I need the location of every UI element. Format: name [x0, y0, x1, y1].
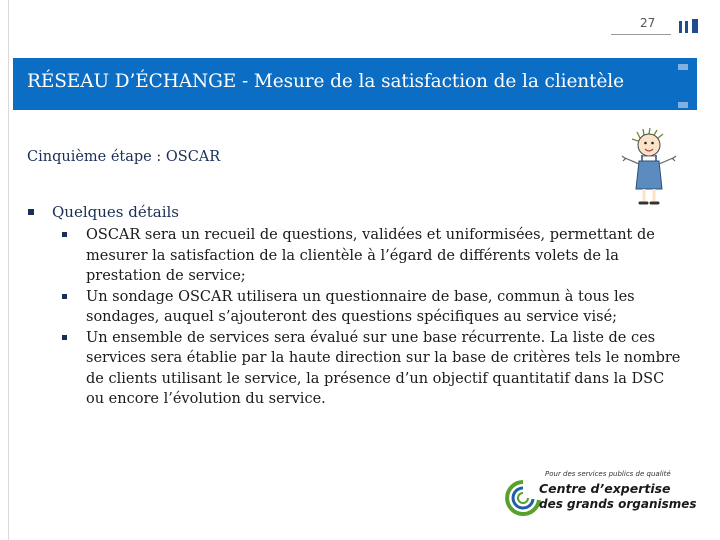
slide-title: RÉSEAU D’ÉCHANGE - Mesure de la satisfaction de la clientèle: [27, 71, 624, 92]
page-bars-icon: [679, 19, 703, 33]
cego-logo: [503, 470, 699, 522]
details-sub-item-oscar-recueil: OSCAR sera un recueil de questions, validées et uniformisées, permettant de mesurer la satisfaction de la clientèle à l’égard de différents volets de la prestation de service;: [60, 225, 686, 287]
page-number: 27: [640, 16, 656, 30]
logo-tagline: Pour des services publics de qualité: [545, 470, 671, 478]
left-margin-rule: [8, 0, 9, 540]
logo-name-line2: des grands organismes: [539, 497, 697, 511]
page-number-rule: [611, 34, 671, 35]
swirl-logo-icon: [503, 478, 543, 518]
details-item: [28, 199, 681, 410]
step-heading: Cinquième étape : OSCAR: [27, 149, 221, 165]
title-band: [13, 58, 697, 110]
title-band-marker-icon: [677, 58, 691, 110]
cartoon-child-icon: [620, 126, 680, 208]
details-sub-item-sondage: Un sondage OSCAR utilisera un questionnaire de base, commun à tous les sondages, auquel s’ajouteront des questions spécifiques au service visé;: [60, 287, 686, 328]
details-sub-item-services: Un ensemble de services sera évalué sur une base récurrente. La liste de ces services sera établie par la haute direction sur la base de critères tels le nombre de clients utilisant le service, la présence d’un objectif quantitatif dans la DSC ou encore l’évolution du service.: [60, 328, 686, 410]
details-heading: Quelques détails: [52, 203, 179, 221]
details-list: [28, 199, 681, 410]
logo-name-line1: Centre d’expertise: [539, 481, 671, 496]
details-sub-list: [60, 225, 681, 410]
